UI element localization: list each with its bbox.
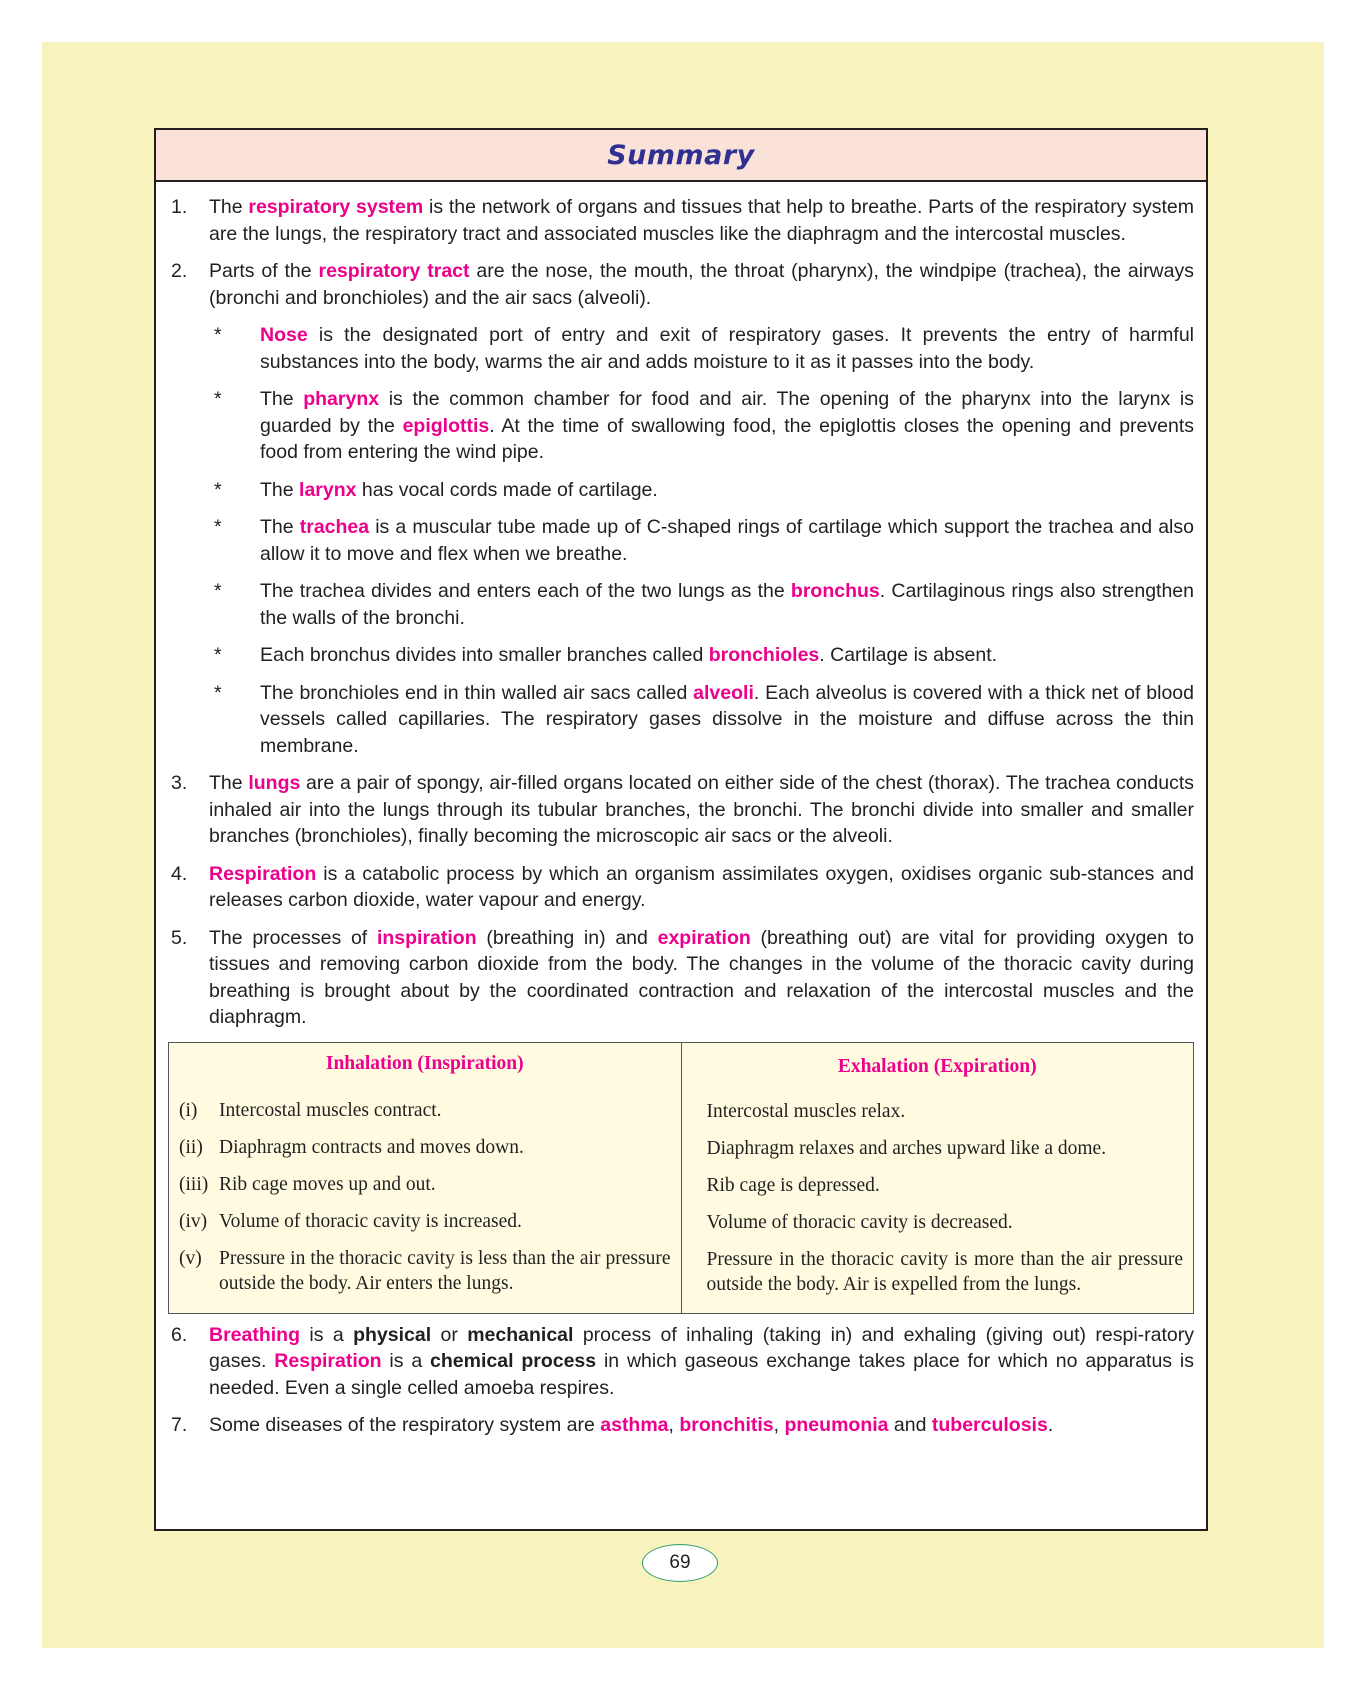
bullet-marker: *: [214, 580, 222, 602]
summary-content: [156, 182, 1206, 1439]
text-run: in which gaseous exchange takes place for which no apparatus is needed. Even a single celled amoeba respires.: [209, 1350, 1194, 1399]
row-text: Diaphragm contracts and moves down.: [219, 1136, 524, 1158]
item-text: [260, 642, 1194, 669]
text-run: The trachea divides and enters each of the two lungs as the: [260, 580, 791, 602]
inhalation-row: [179, 1209, 671, 1234]
key-term: lungs: [248, 772, 301, 794]
summary-box: [154, 128, 1208, 1531]
key-term: bronchitis: [679, 1414, 774, 1436]
text-run: . Each alveolus is covered with a thick net of blood vessels called capillaries. The respiratory gases dissolve in the moisture and diffuse across the thin membrane.: [260, 681, 1194, 757]
row-number: (ii): [179, 1136, 203, 1158]
sub-point: [168, 514, 1194, 567]
item-text: [260, 680, 1194, 760]
sub-point: [168, 642, 1194, 669]
row-number: (iv): [179, 1210, 208, 1232]
sub-point: [168, 578, 1194, 631]
summary-item: [168, 1322, 1194, 1402]
key-term: Respiration: [209, 862, 317, 885]
item-text: [209, 1412, 1194, 1439]
key-term: trachea: [299, 516, 370, 538]
summary-header: [156, 130, 1206, 182]
text-run: is a: [381, 1350, 431, 1372]
summary-list: [168, 194, 1194, 1031]
summary-title: Summary: [607, 139, 755, 171]
key-term: inspiration: [376, 926, 477, 949]
item-text: [260, 514, 1194, 567]
key-term: expiration: [657, 926, 751, 949]
exhalation-heading: Exhalation (Expiration): [837, 1055, 1037, 1077]
text-run: The: [260, 516, 300, 538]
row-number: (i): [179, 1099, 198, 1121]
bullet-marker: *: [214, 644, 222, 666]
item-text: [260, 477, 1194, 504]
text-run: process of inhaling (taking in) and exhaling (giving out) respi-ratory gases.: [209, 1323, 1194, 1372]
key-term: respiratory tract: [318, 260, 470, 282]
text-run: Some diseases of the respiratory system are: [209, 1414, 601, 1436]
summary-item: [168, 194, 1194, 247]
text-run: is a: [300, 1323, 354, 1346]
item-text: [260, 578, 1194, 631]
item-text: [209, 1322, 1194, 1402]
item-text: [209, 925, 1194, 1031]
text-run: The: [209, 772, 249, 794]
item-text: [209, 861, 1194, 914]
inhalation-row: [179, 1172, 671, 1197]
summary-item: [168, 861, 1194, 914]
item-number: 5.: [171, 926, 188, 949]
key-term: pneumonia: [784, 1414, 889, 1436]
item-text: [209, 770, 1194, 850]
key-term: respiratory system: [248, 196, 424, 218]
exhalation-row: Rib cage is depressed.: [706, 1174, 880, 1196]
bullet-marker: *: [214, 324, 222, 346]
item-number: 3.: [171, 772, 188, 794]
page-number: 69: [642, 1544, 718, 1582]
item-text: [260, 386, 1194, 466]
item-text: [260, 322, 1194, 375]
text-run: The: [260, 388, 304, 410]
text-run: is a catabolic process by which an organism assimilates oxygen, oxidises organic sub-stances and releases carbon dioxide, water vapour and energy.: [209, 862, 1194, 911]
item-number: 7.: [171, 1414, 188, 1436]
bold-term: chemical process: [430, 1350, 597, 1372]
sub-point: [168, 322, 1194, 375]
bullet-marker: *: [214, 478, 222, 501]
summary-item: [168, 925, 1194, 1031]
text-run: The: [260, 478, 300, 501]
bold-term: physical: [353, 1323, 432, 1346]
item-number: 1.: [171, 196, 188, 218]
text-run: are a pair of spongy, air-filled organs located on either side of the chest (thorax). The trachea conducts inhaled air into the lungs through its tubular branches, the bronchi. The bronchi divide into smaller and smaller branches (bronchioles), finally becoming the microscopic air sacs or the alveoli.: [209, 772, 1194, 847]
item-text: [209, 258, 1194, 311]
inhalation-row: [179, 1246, 671, 1296]
key-term: epiglottis: [402, 414, 490, 437]
text-run: has vocal cords made of cartilage.: [356, 478, 658, 501]
sub-point: [168, 680, 1194, 760]
text-run: The processes of: [209, 926, 377, 949]
key-term: pharynx: [303, 388, 380, 410]
key-term: Respiration: [274, 1350, 382, 1372]
bullet-marker: *: [214, 388, 222, 410]
summary-list-continued: [168, 1322, 1194, 1439]
inhalation-row: [179, 1098, 671, 1123]
row-text: Intercostal muscles contract.: [219, 1099, 442, 1121]
comparison-table: [168, 1042, 1194, 1314]
text-run: The: [209, 196, 249, 218]
row-text: Volume of thoracic cavity is increased.: [219, 1210, 522, 1232]
text-run: ,: [773, 1414, 785, 1436]
key-term: larynx: [299, 478, 357, 501]
exhalation-column: [681, 1043, 1194, 1313]
text-run: Each bronchus divides into smaller branches called: [260, 644, 709, 666]
inhalation-column: [169, 1043, 681, 1313]
exhalation-row: Pressure in the thoracic cavity is more than the air pressure outside the body. Air is expelled from the lungs.: [706, 1248, 1183, 1295]
exhalation-row: Volume of thoracic cavity is decreased.: [706, 1211, 1013, 1233]
text-run: . Cartilaginous rings also strengthen the walls of the bronchi.: [260, 580, 1194, 629]
exhalation-row: Intercostal muscles relax.: [706, 1100, 906, 1122]
row-text: Pressure in the thoracic cavity is less than the air pressure outside the body. Air enters the lungs.: [219, 1247, 671, 1294]
bullet-marker: *: [214, 516, 222, 538]
key-term: Breathing: [209, 1323, 301, 1346]
key-term: bronchioles: [708, 644, 820, 666]
text-run: (breathing out) are vital for providing oxygen to tissues and removing carbon dioxide from the body. The changes in the volume of the thoracic cavity during breathing is brought about by the coordinated contraction and relaxation of the intercostal muscles and the diaphragm.: [209, 926, 1194, 1028]
bullet-marker: *: [214, 681, 222, 704]
text-run: . Cartilage is absent.: [819, 644, 998, 666]
summary-item: [168, 1412, 1194, 1439]
inhalation-row: [179, 1135, 671, 1160]
summary-item: [168, 258, 1194, 311]
sub-point: [168, 386, 1194, 466]
item-text: [209, 194, 1194, 247]
row-number: (iii): [179, 1173, 209, 1195]
inhalation-heading: Inhalation (Inspiration): [325, 1052, 524, 1074]
text-run: and: [888, 1414, 932, 1436]
key-term: asthma: [600, 1414, 669, 1436]
item-number: 6.: [171, 1323, 188, 1346]
text-run: The bronchioles end in thin walled air sacs called: [260, 681, 694, 704]
text-run: is the network of organs and tissues that help to breathe. Parts of the respiratory system are the lungs, the respiratory tract and associated muscles like the diaphragm and the intercostal muscles.: [209, 196, 1194, 245]
text-run: (breathing in) and: [476, 926, 658, 949]
item-number: 4.: [171, 862, 188, 885]
bold-term: mechanical: [467, 1323, 574, 1346]
item-number: 2.: [171, 260, 188, 282]
key-term: alveoli: [693, 681, 754, 704]
key-term: Nose: [260, 324, 308, 346]
row-text: Rib cage moves up and out.: [219, 1173, 436, 1195]
key-term: tuberculosis: [931, 1414, 1048, 1436]
text-run: . At the time of swallowing food, the epiglottis closes the opening and prevents food from entering the wind pipe.: [260, 414, 1194, 463]
text-run: or: [431, 1323, 468, 1346]
text-run: Parts of the: [209, 260, 319, 282]
key-term: bronchus: [790, 580, 880, 602]
sub-point: [168, 477, 1194, 504]
text-run: is the designated port of entry and exit of respiratory gases. It prevents the entry of harmful substances into the body, warms the air and adds moisture to it as it passes into the body.: [260, 324, 1194, 373]
row-number: (v): [179, 1247, 202, 1269]
text-run: are the nose, the mouth, the throat (pharynx), the windpipe (trachea), the airways (bronchi and bronchioles) and the air sacs (alveoli).: [209, 260, 1194, 309]
text-run: is a muscular tube made up of C-shaped rings of cartilage which support the trachea and also allow it to move and flex when we breathe.: [260, 516, 1194, 565]
text-run: .: [1047, 1414, 1054, 1436]
text-run: is the common chamber for food and air. The opening of the pharynx into the larynx is guarded by the: [260, 388, 1194, 437]
text-run: ,: [668, 1414, 680, 1436]
summary-item: [168, 770, 1194, 850]
exhalation-row: Diaphragm relaxes and arches upward like a dome.: [706, 1137, 1107, 1159]
